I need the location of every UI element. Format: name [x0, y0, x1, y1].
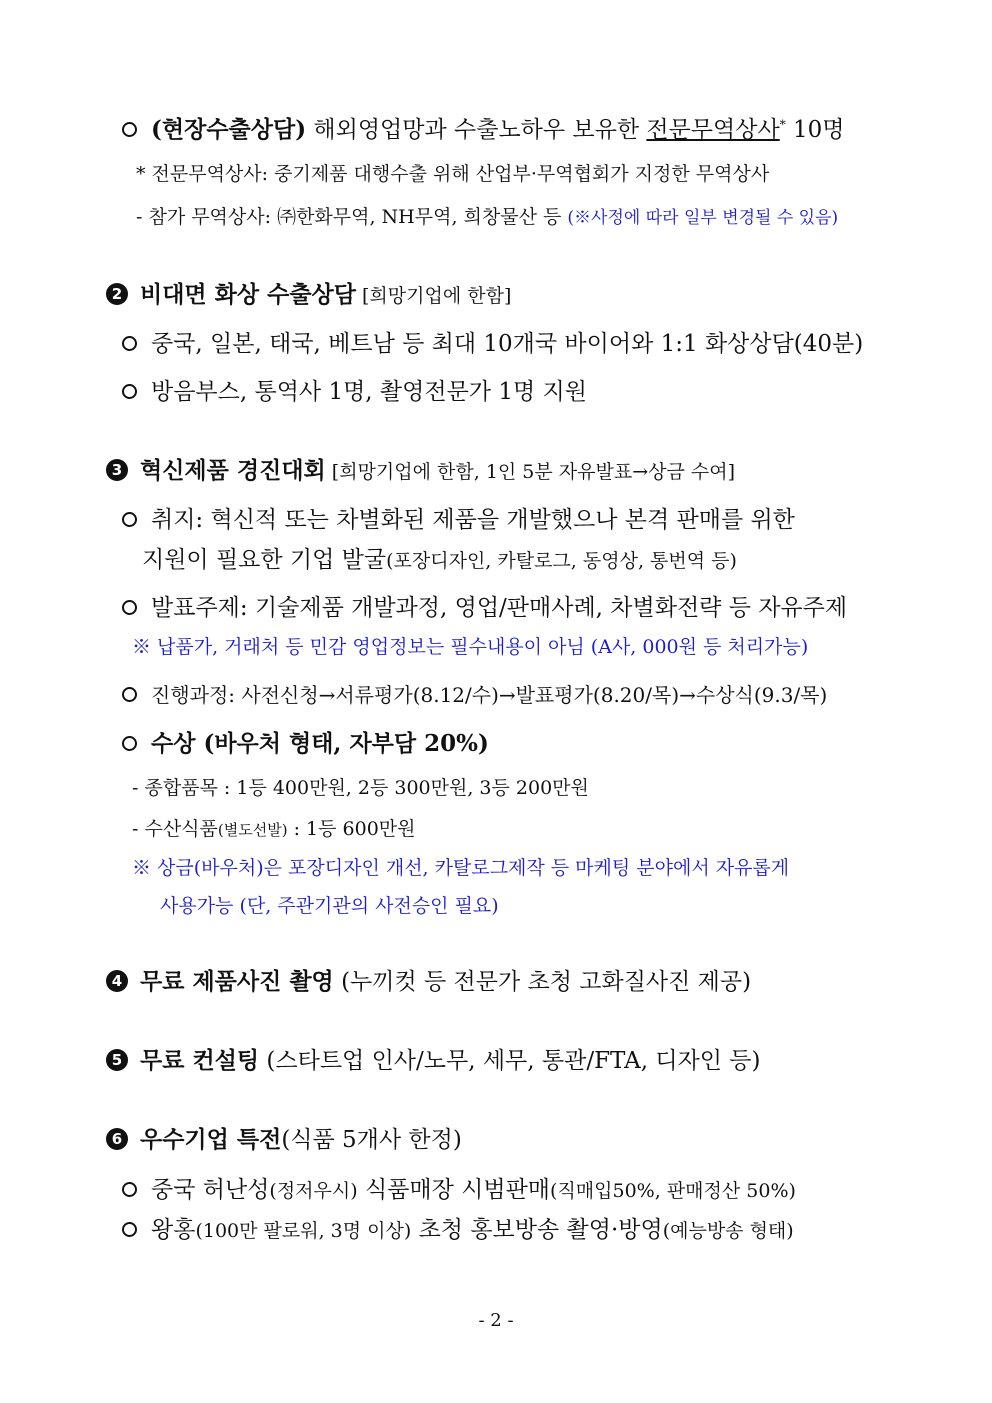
s6-item-1d: (직매입50%, 판매정산 50%)	[550, 1180, 796, 1202]
number-5-icon: 5	[106, 1049, 128, 1071]
s2-item-1	[122, 330, 863, 359]
circle-bullet-icon	[122, 736, 137, 751]
s2-sub: [희망기업에 한함]	[355, 285, 512, 307]
circle-bullet-icon	[122, 687, 137, 702]
s6-item-2	[122, 1216, 794, 1245]
s3-award-2c: : 1등 600만원	[287, 818, 416, 840]
s3-award-2	[132, 818, 416, 842]
number-2-icon: 2	[106, 283, 128, 305]
number-3-icon: 3	[106, 459, 128, 481]
s6-item-2b: (100만 팔로워, 3명 이상)	[195, 1220, 412, 1242]
s3-purpose-2b: (포장디자인, 카탈로그, 동영상, 통번역 등)	[386, 550, 737, 572]
s1-footnote: * 전문무역상사: 중기제품 대행수출 위해 산업부·무역협회가 지정한 무역상사	[136, 163, 770, 185]
s3-purpose-1	[122, 506, 795, 535]
circle-bullet-icon	[122, 1222, 137, 1237]
page-number: - 2 -	[478, 1310, 514, 1331]
s2-title: 비대면 화상 수출상담	[140, 281, 356, 308]
s6-item-2d: (예능방송 형태)	[662, 1220, 794, 1242]
s3-purpose-2	[142, 546, 737, 575]
s3-process-text: 진행과정: 사전신청→서류평가(8.12/수)→발표평가(8.20/목)→수상식(9.3/목)	[151, 683, 828, 707]
s3-award-note-1: ※ 상금(바우처)은 포장디자인 개선, 카탈로그제작 등 마케팅 분야에서 자유롭게	[132, 857, 790, 879]
number-4-icon: 4	[106, 970, 128, 992]
s6-item-1a: 중국 허난성	[151, 1177, 270, 1203]
s3-purpose-2a: 지원이 필요한 기업 발굴	[142, 547, 387, 573]
number-6-icon: 6	[106, 1128, 128, 1150]
s4-sub: (누끼컷 등 전문가 초청 고화질사진 제공)	[333, 969, 752, 995]
s3-process	[122, 681, 827, 710]
s1-label: (현장수출상담)	[151, 116, 307, 143]
s2-heading	[106, 281, 511, 310]
s3-award	[122, 730, 489, 759]
s3-award-note-2: 사용가능 (단, 주관기관의 사전승인 필요)	[160, 895, 499, 917]
s6-heading	[106, 1126, 462, 1155]
circle-bullet-icon	[122, 336, 137, 351]
s3-purpose-1-text: 취지: 혁신적 또는 차별화된 제품을 개발했으나 본격 판매를 위한	[151, 507, 795, 533]
s1-sup: *	[779, 117, 786, 132]
s6-item-1c: 식품매장 시범판매	[357, 1177, 551, 1203]
s2-item-1-text: 중국, 일본, 태국, 베트남 등 최대 10개국 바이어와 1:1 화상상담(40분)	[151, 331, 864, 357]
circle-bullet-icon	[122, 600, 137, 615]
s3-award-text: 수상 (바우처 형태, 자부담 20%)	[151, 730, 489, 757]
s3-topic-text: 발표주제: 기술제품 개발과정, 영업/판매사례, 차별화전략 등 자유주제	[151, 595, 848, 621]
s1-participants	[136, 206, 838, 230]
s6-item-1b: (정저우시)	[269, 1180, 358, 1202]
s1-underlined: 전문무역상사	[646, 117, 780, 143]
s5-title: 무료 컨설팅	[140, 1047, 260, 1074]
s1-tail: 10명	[785, 117, 845, 143]
s6-item-2a: 왕홍	[151, 1217, 196, 1243]
circle-bullet-icon	[122, 384, 137, 399]
circle-bullet-icon	[122, 512, 137, 527]
s4-title: 무료 제품사진 촬영	[140, 968, 334, 995]
s2-item-2	[122, 378, 587, 407]
circle-bullet-icon	[122, 1182, 137, 1197]
s5-heading	[106, 1047, 761, 1076]
s1-text: 해외영업망과 수출노하우 보유한	[306, 117, 647, 143]
s6-sub: (식품 5개사 한정)	[281, 1127, 462, 1153]
s3-topic-note: ※ 납품가, 거래처 등 민감 영업정보는 필수내용이 아님 (A사, 000원 등 처리가능)	[132, 636, 809, 658]
s6-item-1	[122, 1176, 796, 1205]
s3-sub: [희망기업에 한함, 1인 5분 자유발표→상금 수여]	[325, 461, 735, 483]
s1-participants-text: - 참가 무역상사: ㈜한화무역, NH무역, 희창물산 등	[136, 206, 568, 228]
s3-award-1: - 종합품목 : 1등 400만원, 2등 300만원, 3등 200만원	[132, 777, 589, 799]
s3-heading	[106, 457, 735, 486]
s3-award-2a: - 수산식품	[132, 818, 218, 840]
s3-award-2b: (별도선발)	[217, 821, 288, 839]
s3-title: 혁신제품 경진대회	[140, 457, 326, 484]
s6-item-2c: 초청 홍보방송 촬영·방영	[411, 1217, 663, 1243]
s1-participants-note: (※사정에 따라 일부 변경될 수 있음)	[567, 208, 839, 228]
s5-sub: (스타트업 인사/노무, 세무, 통관/FTA, 디자인 등)	[259, 1048, 761, 1074]
s3-topic	[122, 594, 847, 623]
s2-item-2-text: 방음부스, 통역사 1명, 촬영전문가 1명 지원	[151, 379, 587, 405]
circle-bullet-icon	[122, 122, 137, 137]
s6-title: 우수기업 특전	[140, 1126, 282, 1153]
s4-heading	[106, 968, 751, 997]
s1-line1	[122, 116, 844, 145]
